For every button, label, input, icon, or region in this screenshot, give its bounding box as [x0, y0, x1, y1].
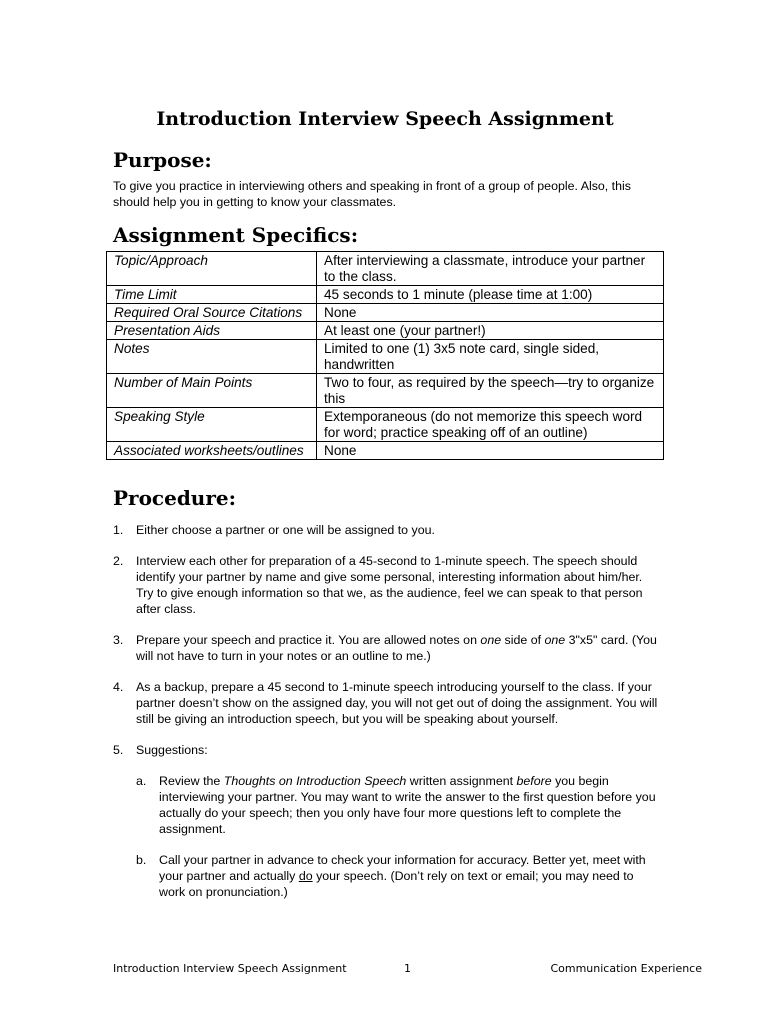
text-run: you begin interviewing your partner. You may want to write the answer to the first question before you actually do your speech; then you only have four more questions left to complete the assignment. [159, 774, 656, 836]
table-row [107, 304, 664, 322]
procedure-heading: Procedure: [113, 486, 236, 510]
spec-label: Topic/Approach [107, 252, 317, 286]
spec-label: Notes [107, 340, 317, 374]
list-item [113, 679, 658, 727]
spec-label: Required Oral Source Citations [107, 304, 317, 322]
step-text: As a backup, prepare a 45 second to 1-minute speech introducing yourself to the class. If your partner doesn’t show on the assigned day, you will not get out of doing the assignment. You will still be giving an introduction speech, but you will be speaking about yourself. [136, 680, 658, 726]
emphasis: Thoughts on Introduction Speech [223, 774, 407, 788]
assignment-specifics-table [106, 251, 664, 460]
step-text: Interview each other for preparation of a 45-second to 1-minute speech. The speech should identify your partner by name and give some personal, interesting information about him/her. Try to give enough information so that we, as the audience, feel we can speak to that person after class. [136, 554, 643, 616]
emphasis: one [544, 633, 566, 647]
step-number: 1. [113, 523, 124, 537]
emphasis: before [516, 774, 552, 788]
emphasis: one [480, 633, 502, 647]
text-run: Call your partner in advance to check your information for accuracy. Better yet, meet with your partner and actually [159, 853, 646, 883]
table-row [107, 408, 664, 442]
table-row [107, 340, 664, 374]
step-number: 2. [113, 554, 124, 568]
footer-page-number: 1 [404, 962, 411, 975]
procedure-list [113, 522, 658, 900]
text-run: 3"x5" card. (You will not have to turn in your notes or an outline to me.) [136, 633, 657, 663]
spec-value: After interviewing a classmate, introduce your partner to the class. [317, 252, 664, 286]
step-text [159, 853, 646, 899]
spec-label: Number of Main Points [107, 374, 317, 408]
text-run: side of [501, 633, 545, 647]
table-row [107, 442, 664, 460]
text-run: Review the [159, 774, 224, 788]
list-item [113, 742, 658, 900]
text-run: your speech. (Don’t rely on text or email; you may need to work on pronunciation.) [159, 869, 634, 899]
text-run: written assignment [406, 774, 517, 788]
step-text: Suggestions: [136, 743, 208, 757]
list-item [113, 522, 658, 538]
table-row [107, 286, 664, 304]
document-title: Introduction Interview Speech Assignment [156, 108, 614, 130]
purpose-text: To give you practice in interviewing others and speaking in front of a group of people. Also, this should help you in getting to know your classmates. [113, 179, 631, 209]
step-number: b. [136, 853, 147, 867]
list-item [113, 553, 658, 617]
list-item [136, 773, 658, 837]
spec-value: At least one (your partner!) [317, 322, 664, 340]
spec-value: Two to four, as required by the speech—try to organize this [317, 374, 664, 408]
list-item [113, 632, 658, 664]
specifics-heading: Assignment Specifics: [113, 223, 359, 247]
table-row [107, 252, 664, 286]
spec-label: Speaking Style [107, 408, 317, 442]
text-run: Prepare your speech and practice it. You are allowed notes on [136, 633, 481, 647]
step-text [136, 633, 657, 663]
step-text: Either choose a partner or one will be assigned to you. [136, 523, 435, 537]
step-number: 5. [113, 743, 124, 757]
footer-right: Communication Experience [550, 962, 702, 975]
step-text [159, 774, 656, 836]
underlined-text: do [298, 869, 313, 883]
step-number: a. [136, 774, 147, 788]
spec-value: None [317, 304, 664, 322]
list-item [136, 852, 658, 900]
table-row [107, 322, 664, 340]
step-number: 3. [113, 633, 124, 647]
purpose-heading: Purpose: [113, 148, 212, 172]
spec-value: None [317, 442, 664, 460]
footer-left: Introduction Interview Speech Assignment [113, 962, 347, 975]
spec-label: Time Limit [107, 286, 317, 304]
step-number: 4. [113, 680, 124, 694]
spec-value: 45 seconds to 1 minute (please time at 1:00) [317, 286, 664, 304]
spec-value: Limited to one (1) 3x5 note card, single sided, handwritten [317, 340, 664, 374]
table-row [107, 374, 664, 408]
spec-value: Extemporaneous (do not memorize this speech word for word; practice speaking off of an outline) [317, 408, 664, 442]
spec-label: Presentation Aids [107, 322, 317, 340]
spec-label: Associated worksheets/outlines [107, 442, 317, 460]
suggestions-list [136, 773, 658, 900]
